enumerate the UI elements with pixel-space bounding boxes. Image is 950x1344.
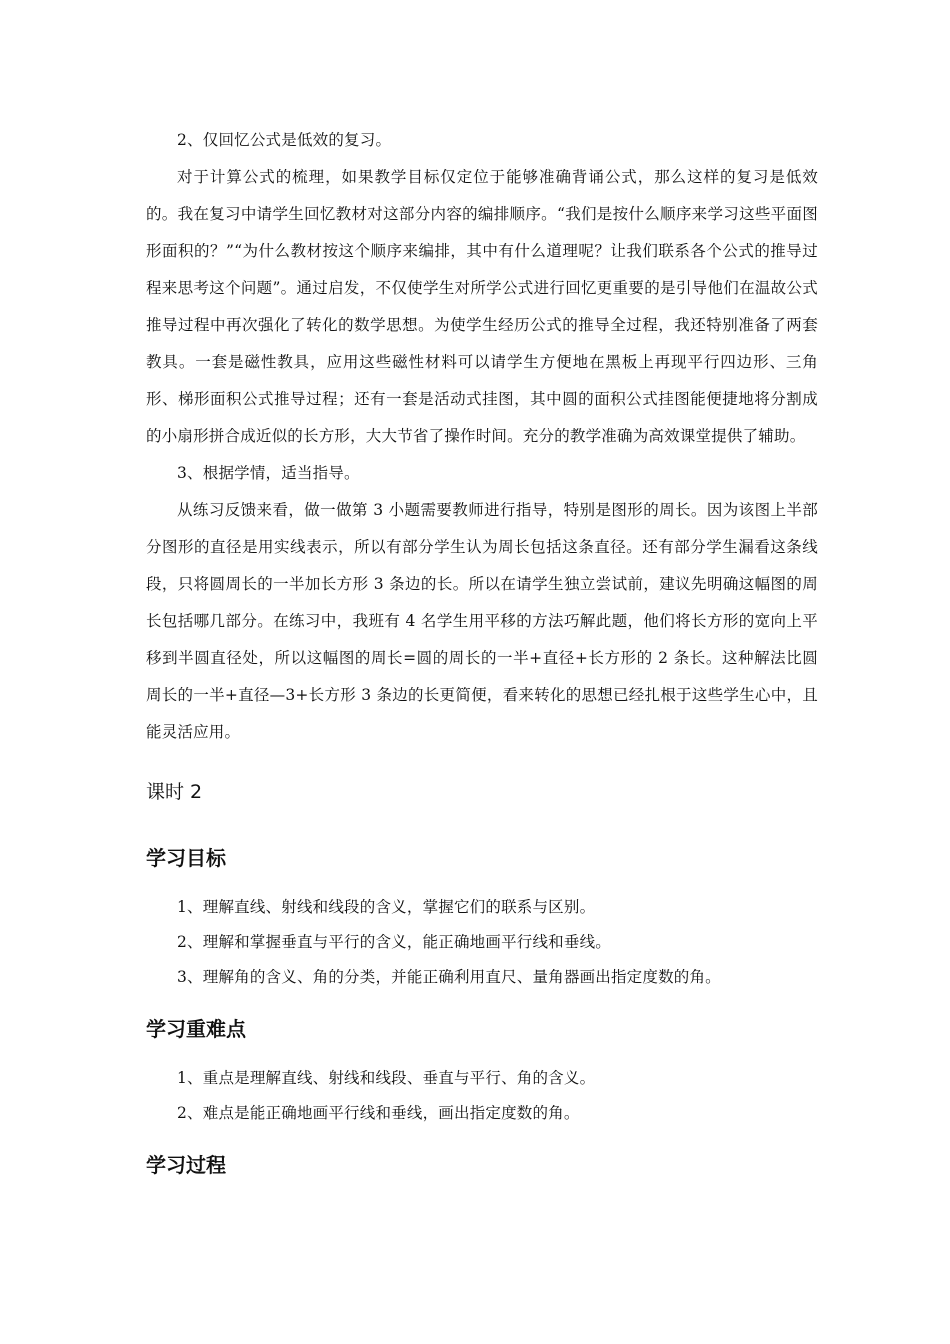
paragraph-item-3-heading: 3、根据学情，适当指导。 — [177, 464, 360, 482]
process-heading: 学习过程 — [146, 1153, 226, 1177]
key-point-item: 1、重点是理解直线、射线和线段、垂直与平行、角的含义。 — [177, 1069, 596, 1087]
objective-item: 2、理解和掌握垂直与平行的含义，能正确地画平行线和垂线。 — [177, 933, 611, 951]
objectives-list — [146, 890, 818, 995]
objectives-heading: 学习目标 — [146, 846, 226, 870]
paragraph-item-2-heading: 2、仅回忆公式是低效的复习。 — [177, 131, 392, 149]
key-point-item: 2、难点是能正确地画平行线和垂线，画出指定度数的角。 — [177, 1104, 580, 1122]
document-body — [146, 122, 818, 1181]
key-points-list — [146, 1061, 818, 1131]
objective-item: 1、理解直线、射线和线段的含义，掌握它们的联系与区别。 — [177, 898, 596, 916]
paragraph-practice-feedback: 从练习反馈来看，做一做第 3 小题需要教师进行指导，特别是图形的周长。因为该图上半部分图形的直径是用实线表示，所以有部分学生认为周长包括这条直径。还有部分学生漏看这条线段，只将圆周长的一半加长方形 3 条边的长。所以在请学生独立尝试前，建议先明确这幅图的周长包括哪几部分。在练习中，我班有 4 名学生用平移的方法巧解此题，他们将长方形的宽向上平移到半圆直径处，所以这幅图的周长=圆的周长的一半+直径+长方形的 2 条长。这种解法比圆周长的一半+直径—3+长方形 3 条边的长更简便，看来转化的思想已经扎根于这些学生心中，且能灵活应用。 — [146, 501, 818, 741]
lesson-heading: 课时 2 — [146, 781, 203, 803]
paragraph-formula-review: 对于计算公式的梳理，如果教学目标仅定位于能够准确背诵公式，那么这样的复习是低效的。我在复习中请学生回忆教材对这部分内容的编排顺序。“我们是按什么顺序来学习这些平面图形面积的？”“为什么教材按这个顺序来编排，其中有什么道理呢？让我们联系各个公式的推导过程来思考这个问题”。通过启发，不仅使学生对所学公式进行回忆更重要的是引导他们在温故公式推导过程中再次强化了转化的数学思想。为使学生经历公式的推导全过程，我还特别准备了两套教具。一套是磁性教具，应用这些磁性材料可以请学生方便地在黑板上再现平行四边形、三角形、梯形面积公式推导过程；还有一套是活动式挂图，其中圆的面积公式挂图能便捷地将分割成的小扇形拼合成近似的长方形，大大节省了操作时间。充分的教学准确为高效课堂提供了辅助。 — [146, 168, 818, 445]
objective-item: 3、理解角的含义、角的分类，并能正确利用直尺、量角器画出指定度数的角。 — [177, 968, 721, 986]
key-points-heading: 学习重难点 — [146, 1017, 246, 1041]
